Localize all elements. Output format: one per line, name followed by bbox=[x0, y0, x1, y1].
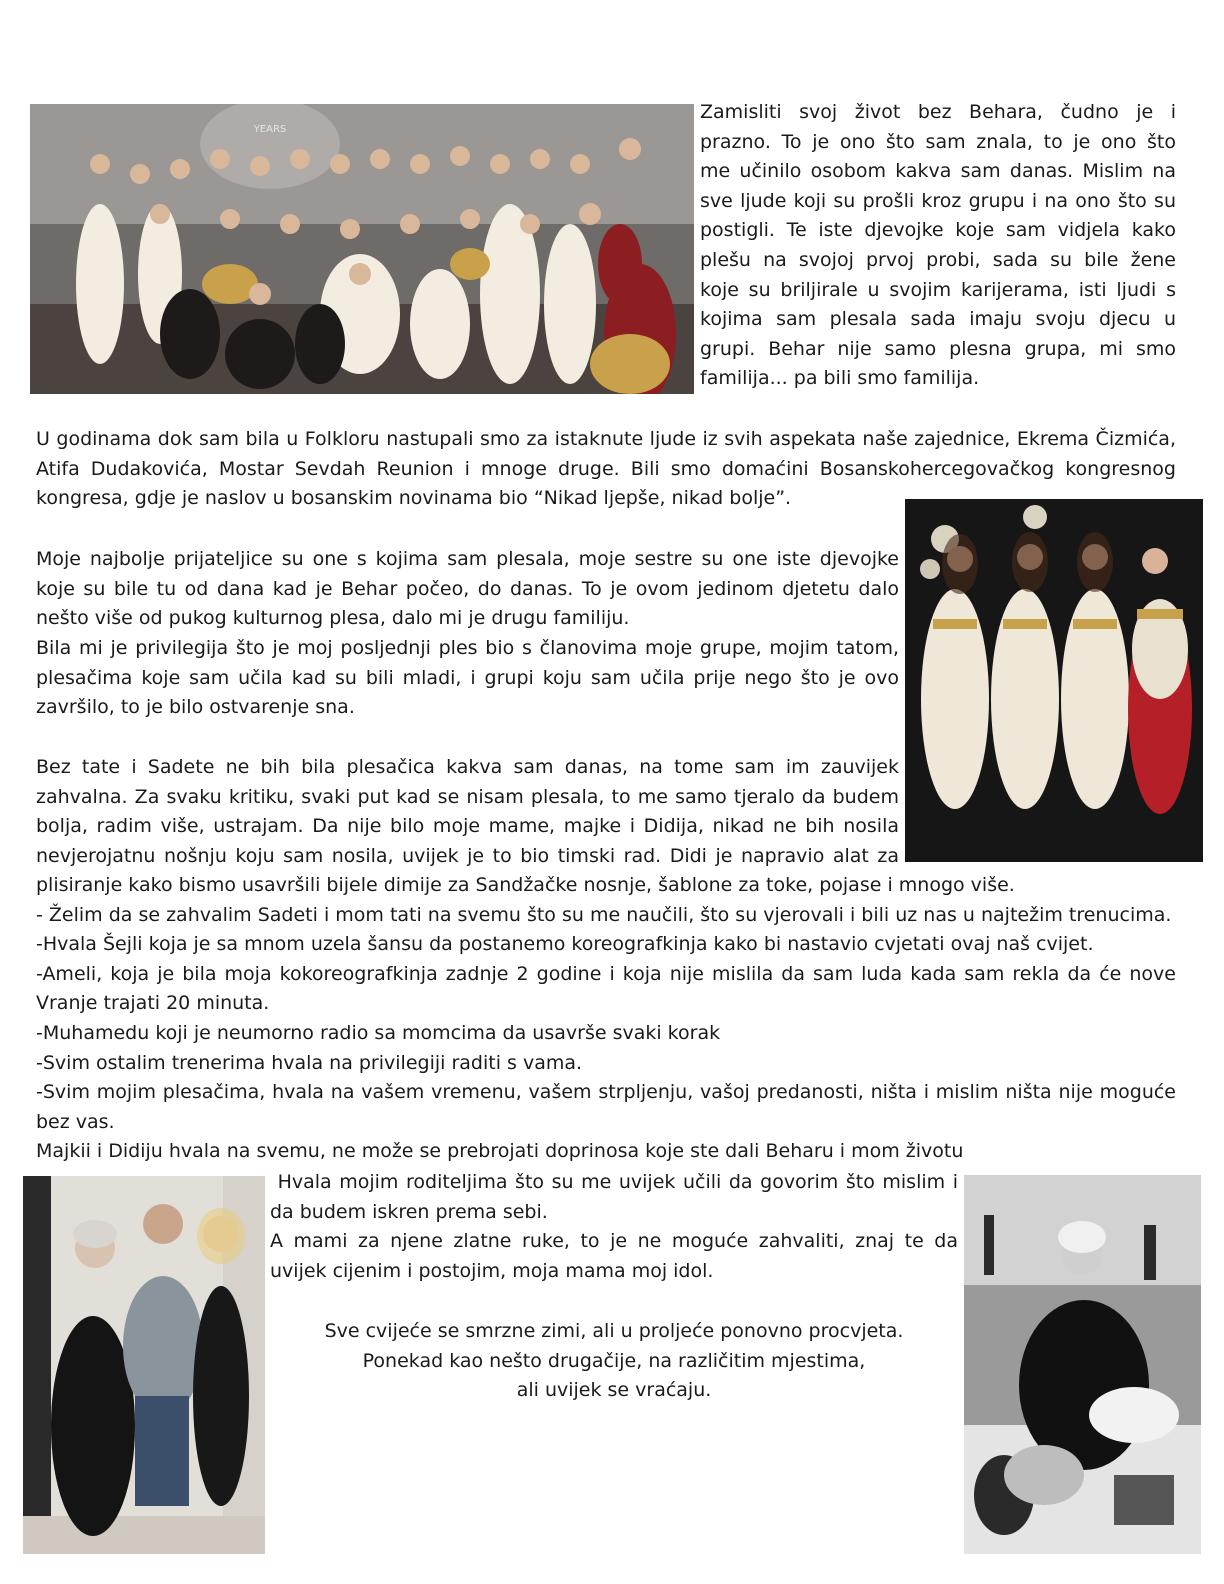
text-line: uvijek cijenim i postojim, moja mama moj idol. bbox=[270, 1259, 714, 1282]
text-line: U godinama dok sam bila u Folkloru nastupali smo za istaknute ljude iz svih aspekata naše zajednice, Ekrema Čizmića, bbox=[36, 428, 1176, 450]
text-line: Hvala mojim roditeljima što su me uvijek učili da govorim što mislim i bbox=[270, 1171, 958, 1193]
poem-line: Sve cvijeće se smrzne zimi, ali u proljeće ponovno procvjeta. bbox=[324, 1320, 904, 1342]
text-line: A mami za njene zlatne ruke, to je ne moguće zahvaliti, znaj te da bbox=[270, 1230, 958, 1253]
group-photo bbox=[30, 104, 694, 394]
text-line: -Svim ostalim trenerima hvala na privilegiji raditi s vama. bbox=[36, 1051, 583, 1074]
text-line: koje su bile tu od dana kad je Behar počeo, do danas. To je ovom jedinom djetetu dalo bbox=[36, 577, 899, 600]
text-line: Bila mi je privilegija što je moj posljednji ples bio s članovima moje grupe, mojim tatom, bbox=[36, 637, 899, 659]
text-line: Bez tate i Sadete ne bih bila plesačica kakva sam danas, na tome sam im zauvijek bbox=[36, 756, 899, 778]
text-line: Vranje trajati 20 minuta. bbox=[36, 992, 270, 1015]
text-line: plisiranje kako bismo usavršili bijele dimije za Sandžačke nosnje, šablone za toke, pojase i mnogo više. bbox=[36, 874, 1015, 896]
text-line: nevjerojatnu nošnju koju sam nosila, uvijek je to bio timski rad. Didi je napravio alat za bbox=[36, 844, 899, 867]
text-line: familija... pa bili smo familija. bbox=[700, 367, 980, 390]
text-line: Zamisliti svoj život bez Behara, čudno je i bbox=[700, 101, 1176, 123]
text-line: -Ameli, koja je bila moja kokoreografkinja zadnje 2 godine i koja nije mislila da sam luda kada sam rekla da će nove bbox=[36, 962, 1176, 985]
text-line: Majkii i Didiju hvala na svemu, ne može se prebrojati doprinosa koje ste dali Beharu i mom životu bbox=[36, 1140, 964, 1163]
friends-paragraph bbox=[36, 545, 899, 634]
intro-paragraph bbox=[700, 98, 1176, 394]
poem-line: ali uvijek se vraćaju. bbox=[516, 1379, 712, 1402]
text-line: sve ljude koji su prošli kroz grupu i na ono što su bbox=[700, 189, 1176, 212]
text-line: Moje najbolje prijateljice su one s kojima sam plesala, moje sestre su one iste djevojke bbox=[36, 548, 899, 570]
text-line: bez vas. bbox=[36, 1110, 115, 1133]
text-line: postigli. Te iste djevojke koje sam vidjela kako bbox=[700, 219, 1176, 242]
text-line: grupi. Behar nije samo plesna grupa, mi smo bbox=[700, 337, 1176, 360]
text-line: kongresa, gdje je naslov u bosanskim novinama bio “Nikad ljepše, nikad bolje”. bbox=[36, 487, 792, 510]
thanks-list bbox=[36, 871, 1176, 1167]
text-line: prazno. To je ono što sam znala, to je ono što bbox=[700, 130, 1176, 153]
text-line: - Želim da se zahvalim Sadeti i mom tati na svemu što su me naučili, što su vjerovali i bili uz nas u najtežim trenucima. bbox=[36, 903, 1172, 926]
dancers-photo bbox=[905, 499, 1203, 862]
text-line: plesačima koje sam učila kad su bili mladi, i grupi koju sam učila prije nego što je ovo bbox=[36, 666, 899, 689]
poem-line: Ponekad kao nešto drugačije, na različitim mjestima, bbox=[362, 1349, 866, 1372]
text-line: Atifa Dudakovića, Mostar Sevdah Reunion i mnoge druge. Bili smo domaćini Bosanskohercegovačkog kongresnog bbox=[36, 457, 1176, 480]
parents-paragraph bbox=[270, 1168, 958, 1286]
text-line: me učinilo osobom kakva sam danas. Mislim na bbox=[700, 160, 1176, 183]
last-dance-paragraph bbox=[36, 634, 899, 723]
backstage-photo bbox=[964, 1175, 1201, 1554]
text-line: koje su briljirale u svojim karijerama, isti ljudi s bbox=[700, 278, 1176, 301]
family-photo bbox=[23, 1176, 265, 1554]
text-line: -Svim mojim plesačima, hvala na vašem vremenu, vašem strpljenju, vašoj predanosti, ništa i mislim ništa nije moguće bbox=[36, 1081, 1176, 1104]
closing-poem bbox=[270, 1317, 958, 1406]
text-line: nešto više od pukog kulturnog plesa, dalo mi je drugu familiju. bbox=[36, 607, 630, 630]
text-line: zahvalna. Za svaku kritiku, svaki put kad se nisam plesala, to me samo tjeralo da budem bbox=[36, 785, 899, 808]
text-line: -Hvala Šejli koja je sa mnom uzela šansu da postanemo koreografkinja kako bi nastavio cvjetati ovaj naš cvijet. bbox=[36, 933, 1094, 956]
text-line: -Muhamedu koji je neumorno radio sa momcima da usavrše svaki korak bbox=[36, 1021, 721, 1044]
gratitude-paragraph bbox=[36, 753, 899, 871]
text-line: plešu na svojoj prvoj probi, sada su bile žene bbox=[700, 248, 1176, 271]
banner-text: YEARS bbox=[253, 124, 287, 135]
text-line: kojima sam plesala sada imaju svoju djecu u bbox=[700, 308, 1176, 331]
text-line: da budem iskren prema sebi. bbox=[270, 1200, 548, 1223]
text-line: bolja, radim više, ustrajam. Da nije bilo moje mame, majke i Didija, nikad ne bih nosila bbox=[36, 815, 899, 838]
text-line: završilo, to je bilo ostvarenje sna. bbox=[36, 696, 355, 719]
